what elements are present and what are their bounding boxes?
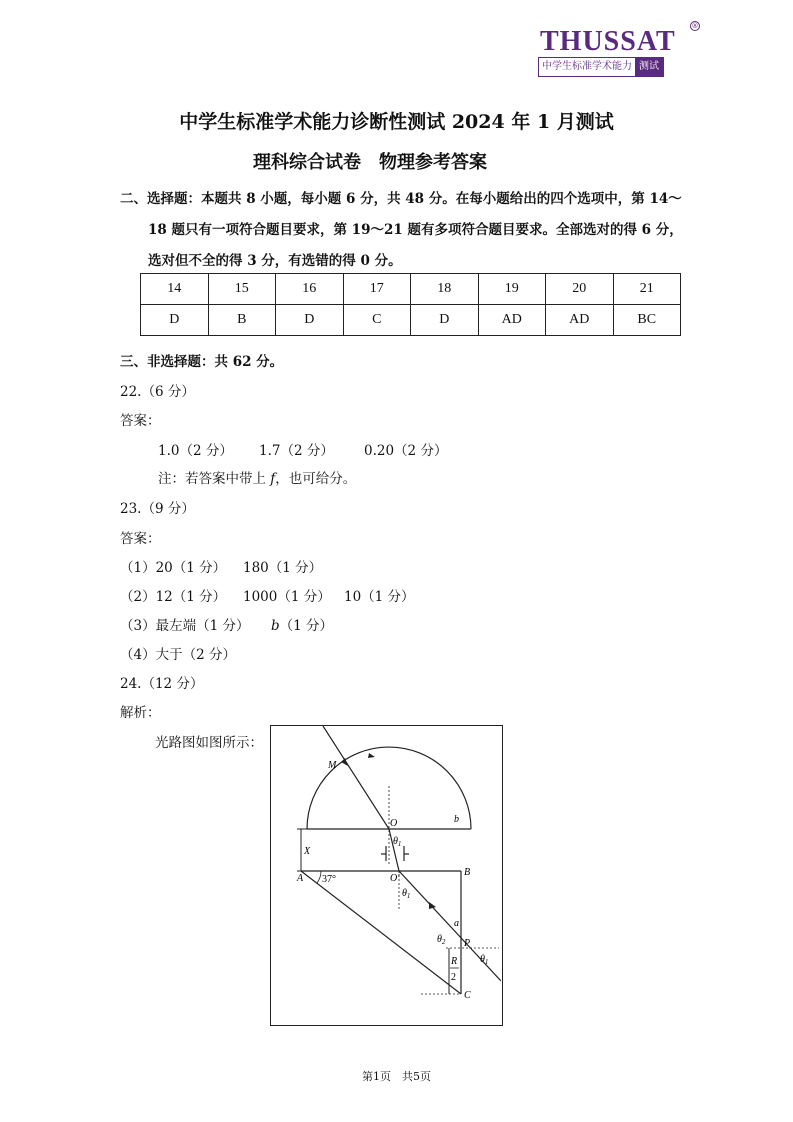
incident-ray [323,726,389,829]
q22-note-pre: 注：若答案中带上 [158,471,271,487]
answer-table [140,273,681,336]
page-subtitle: 理科综合试卷 物理参考答案 [253,152,487,173]
answer-cell: AD [478,305,546,336]
arc-arrow [368,753,375,758]
theta2-text: θ [437,934,442,945]
label-B: B [464,867,471,878]
theta1-mid-sub: 1 [406,892,411,900]
q23-answer-label: 答案： [120,531,161,547]
label-a: a [454,918,459,929]
label-theta1-out [480,954,488,966]
q22-answer-2: 1.7（2 分） [259,443,334,459]
theta1-top-sub: 1 [397,840,402,848]
q23-line2-b: 1000（1 分） [243,589,331,605]
label-theta2 [437,934,446,946]
label-b: b [454,814,459,825]
q22-answer-3: 0.20（2 分） [364,443,448,459]
section2-line1: 二、选择题：本题共 8 小题，每小题 6 分，共 48 分。在每小题给出的四个选项中，第 14～ [120,191,682,207]
label-X: X [304,846,311,857]
q22-answer-label: 答案： [120,413,161,429]
q22-number: 22.（6 分） [120,384,195,400]
label-37deg: 37° [322,874,336,885]
q24-number: 24.（12 分） [120,676,204,692]
question-number-cell: 19 [478,274,546,305]
trademark-mark: ® [691,22,699,30]
prism-ray-arrow [429,902,436,909]
q23-line3-a: （3）最左端（1 分） [120,618,250,634]
answer-cell: AD [546,305,614,336]
q23-number: 23.（9 分） [120,501,195,517]
light-path-diagram [271,726,501,1024]
q23-line3-b-text: （1 分） [279,618,334,634]
theta1-top-text: θ [393,836,398,847]
question-number-cell: 18 [411,274,479,305]
q22-note [158,467,356,487]
section2-line2: 18 题只有一项符合题目要求，第 19～21 题有多项符合题目要求。全部选对的得 6 分， [148,222,683,238]
label-two: 2 [451,972,456,983]
question-number-cell: 14 [141,274,209,305]
label-theta1-top [393,836,401,848]
theta1-out-sub: 1 [484,958,489,966]
q22-answer-1: 1.0（2 分） [158,443,233,459]
answer-table-row-numbers [141,274,681,305]
question-number-cell: 17 [343,274,411,305]
answer-cell: D [141,305,209,336]
theta2-sub: 2 [441,938,446,946]
q23-line2-c: 10（1 分） [344,589,415,605]
question-number-cell: 16 [276,274,344,305]
question-number-cell: 21 [613,274,681,305]
q23-line3-var: b [271,618,280,634]
light-path-figure [270,725,503,1026]
theta1-mid-text: θ [402,888,407,899]
question-number-cell: 20 [546,274,614,305]
q23-line1-b: 180（1 分） [243,560,323,576]
label-Oprime: O′ [390,873,400,884]
section2-line3: 选对但不全的得 3 分，有选错的得 0 分。 [148,253,402,269]
answer-cell: BC [613,305,681,336]
page-footer: 第1页 共5页 [362,1070,431,1083]
answer-cell: D [276,305,344,336]
answer-cell: D [411,305,479,336]
answer-cell: C [343,305,411,336]
section3-heading: 三、非选择题：共 62 分。 [120,354,284,370]
q23-line4: （4）大于（2 分） [120,647,236,663]
q24-intro: 光路图如图所示： [155,735,263,751]
angle-37-arc [317,871,321,883]
logo-tagline [538,57,664,77]
prism-hypotenuse [301,871,461,994]
label-theta1-mid [402,888,410,900]
q23-line1-a: （1）20（1 分） [120,560,227,576]
logo-wordmark: THUSSAT [540,26,676,57]
label-R: R [451,956,458,967]
q23-line2-a: （2）12（1 分） [120,589,227,605]
logo-tagline-tag: 测试 [635,58,663,76]
page-title: 中学生标准学术能力诊断性测试 2024 年 1 月测试 [179,111,614,133]
q22-note-var: f [270,471,276,487]
label-O: O [390,818,398,829]
q23-line3-b [271,614,333,634]
q22-note-post: ，也可给分。 [275,471,357,487]
label-M: M [328,760,337,771]
answer-table-row-answers [141,305,681,336]
logo-tagline-text: 中学生标准学术能力 [542,61,632,72]
question-number-cell: 15 [208,274,276,305]
q24-analysis-label: 解析： [120,705,161,721]
label-C: C [464,990,471,1001]
label-A: A [297,873,304,884]
label-P: P [464,938,471,949]
theta1-out-text: θ [480,954,485,965]
answer-cell: B [208,305,276,336]
